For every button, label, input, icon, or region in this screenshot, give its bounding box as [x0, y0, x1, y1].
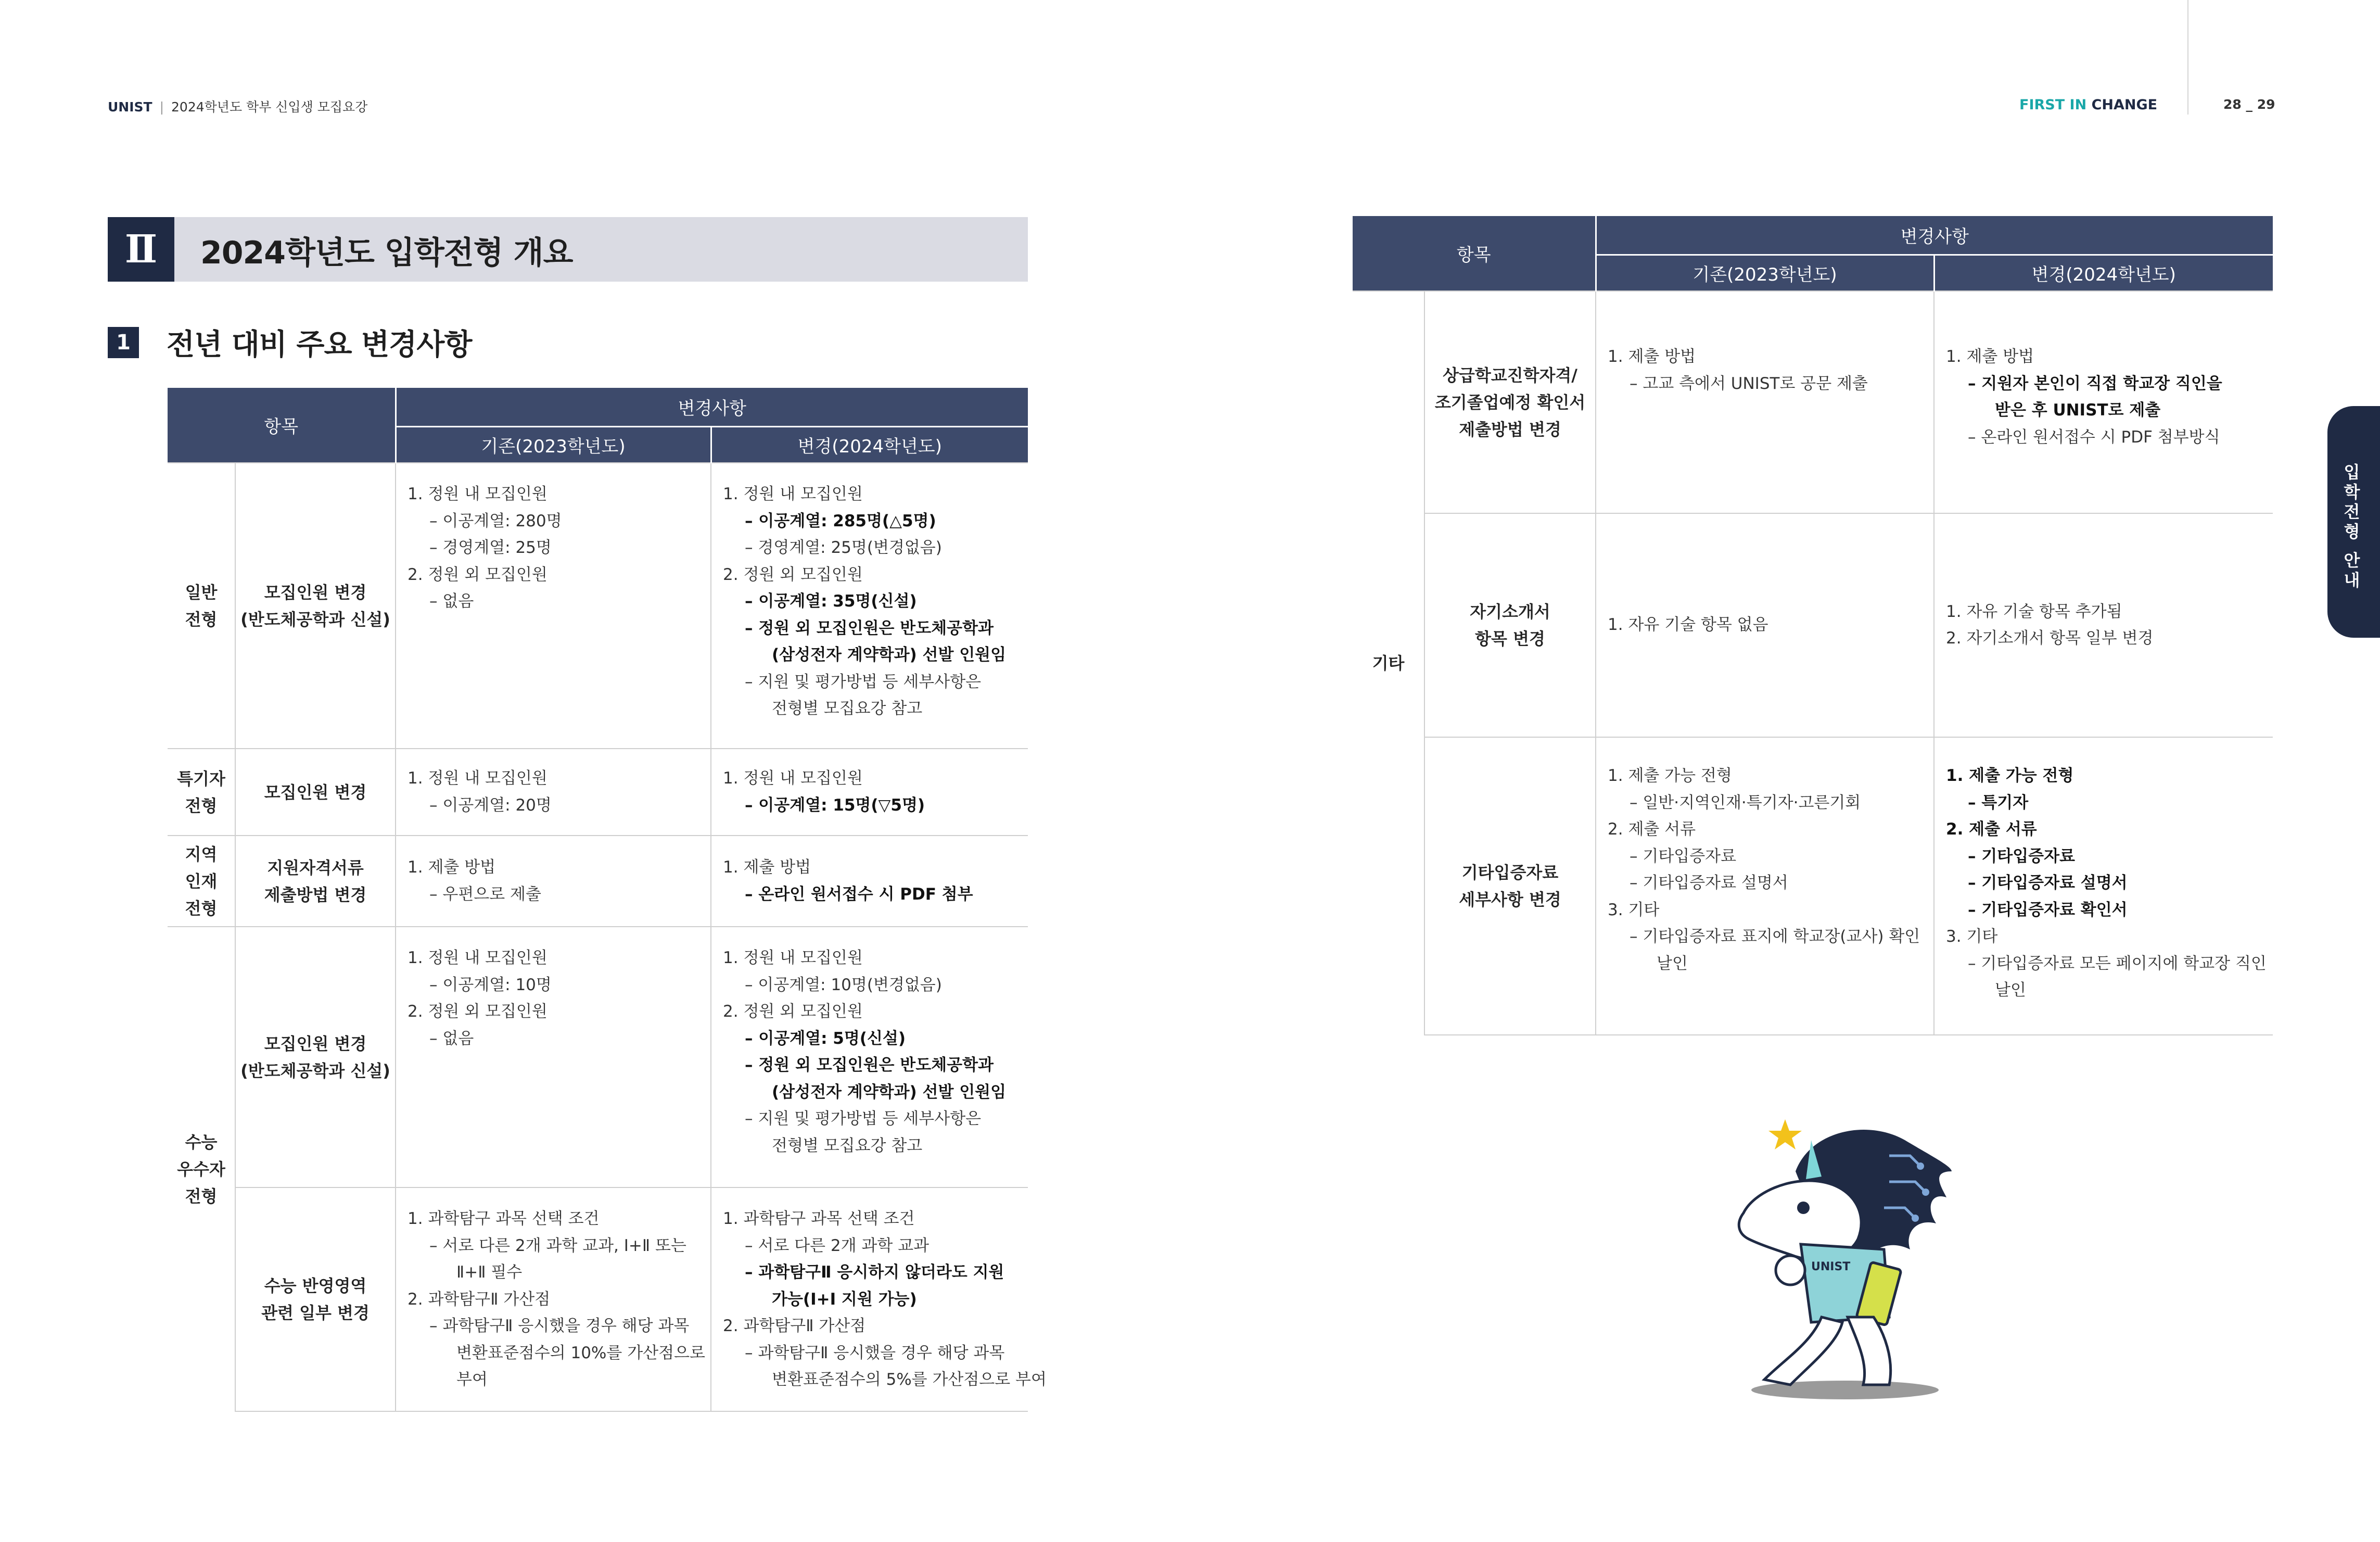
cell-line: – 온라인 원서접수 시 PDF 첨부: [745, 884, 973, 904]
cell-line: – 일반·지역인재·특기자·고른기회: [1630, 793, 1861, 812]
mascot-fist: [1776, 1256, 1805, 1285]
subsection-number: 1: [108, 327, 139, 358]
prev-cell: [1596, 737, 1934, 1035]
cell-line: – 이공계열: 280명: [429, 511, 562, 530]
cell-line: 1. 정원 내 모집인원: [723, 485, 863, 503]
category-cell: 특기자 전형: [168, 749, 235, 836]
cell-line: (삼성전자 계약학과) 선발 인원임: [772, 646, 1007, 664]
item-cell: 모집인원 변경 (반도체공학과 신설): [235, 463, 396, 749]
section-numeral: Ⅱ: [108, 217, 174, 282]
prev-cell: [1596, 291, 1934, 513]
cell-line: 2. 제출 서류: [1946, 820, 2037, 839]
cell-line: 2. 정원 외 모집인원: [408, 1002, 548, 1021]
cell-line: – 과학탐구Ⅱ 응시하지 않더라도 지원: [745, 1263, 1004, 1282]
page-numbers: 28 _ 29: [2223, 97, 2275, 112]
header-item: 항목: [168, 388, 396, 463]
cell-line: 3. 기타: [1946, 927, 1998, 946]
cell-line: – 서로 다른 2개 과학 교과, Ⅰ+Ⅱ 또는: [429, 1236, 686, 1255]
cell-line: 전형별 모집요강 참고: [772, 699, 923, 718]
next-cell: [1934, 737, 2273, 1035]
cell-line: – 정원 외 모집인원은 반도체공학과: [745, 1056, 994, 1075]
unicorn-mascot-illustration: [1733, 1109, 1962, 1406]
cell-line: 전형별 모집요강 참고: [772, 1136, 923, 1155]
cell-line: – 지원자 본인이 직접 학교장 직인을: [1968, 374, 2222, 393]
cell-line: 2. 정원 외 모집인원: [723, 1002, 863, 1021]
cell-line: – 이공계열: 285명(△5명): [745, 511, 936, 530]
cell-line: 2. 정원 외 모집인원: [723, 565, 863, 584]
table-row: [168, 836, 1028, 927]
header-item: 항목: [1353, 216, 1596, 291]
cell-line: 1. 제출 가능 전형: [1608, 766, 1732, 785]
mascot-leg-front: [1848, 1317, 1891, 1385]
next-cell: [1934, 291, 2273, 513]
table-row: [1353, 291, 2273, 513]
item-cell: 모집인원 변경: [235, 749, 396, 836]
cell-line: 변환표준점수의 10%를 가산점으로: [456, 1343, 705, 1362]
cell-line: 1. 제출 가능 전형: [1946, 766, 2074, 785]
prev-cell: [396, 463, 711, 749]
cell-line: – 과학탐구Ⅱ 응시했을 경우 해당 과목: [429, 1317, 690, 1335]
cell-line: – 경영계열: 25명: [429, 538, 552, 557]
header-prev: 기존(2023학년도): [1596, 255, 1934, 291]
cell-line: – 기타입증자료 설명서: [1630, 874, 1788, 892]
table-row: [168, 463, 1028, 749]
cell-line: 1. 자유 기술 항목 없음: [1608, 615, 1768, 635]
item-cell: 기타입증자료 세부사항 변경: [1424, 737, 1596, 1035]
next-cell: [711, 1187, 1047, 1411]
cell-line: – 경영계열: 25명(변경없음): [745, 538, 942, 557]
cell-line: – 기타입증자료 모든 페이지에 학교장 직인: [1968, 954, 2267, 973]
cell-line: 1. 제출 방법: [408, 858, 496, 877]
prev-cell: [396, 927, 711, 1187]
cell-line: – 지원 및 평가방법 등 세부사항은: [745, 1109, 982, 1128]
cell-line: 1. 과학탐구 과목 선택 조건: [723, 1209, 915, 1228]
next-cell: [711, 749, 1028, 836]
item-cell: 상급학교진학자격/ 조기졸업예정 확인서 제출방법 변경: [1424, 291, 1596, 513]
mascot-shirt-text: UNIST: [1811, 1260, 1851, 1273]
category-cell: 기타: [1353, 291, 1424, 1035]
cell-line: – 지원 및 평가방법 등 세부사항은: [745, 672, 982, 691]
side-tab-label: 입학전형 안내: [2341, 463, 2361, 591]
cell-line: 3. 기타: [1608, 900, 1660, 919]
next-cell: [1934, 513, 2273, 737]
cell-line: – 이공계열: 20명: [429, 795, 552, 815]
prev-cell: [1596, 513, 1934, 737]
star-icon: [1768, 1119, 1802, 1149]
cell-line: 1. 정원 내 모집인원: [723, 949, 863, 967]
next-cell: [711, 463, 1028, 749]
cell-line: – 특기자: [1968, 793, 2029, 812]
cell-line: (삼성전자 계약학과) 선발 인원임: [772, 1082, 1007, 1102]
table-row: [1353, 513, 2273, 737]
cell-line: 2. 정원 외 모집인원: [408, 565, 548, 584]
slogan-change: CHANGE: [2091, 97, 2158, 113]
cell-line: – 기타입증자료: [1630, 846, 1737, 866]
category-cell: 지역 인재 전형: [168, 836, 235, 927]
changes-table-left: [168, 388, 1047, 1412]
cell-line: 1. 제출 방법: [1946, 347, 2034, 366]
cell-line: – 없음: [429, 1029, 474, 1048]
cell-line: – 서로 다른 2개 과학 교과: [745, 1236, 930, 1255]
cell-line: 1. 과학탐구 과목 선택 조건: [408, 1209, 600, 1228]
cell-line: – 이공계열: 35명(신설): [745, 592, 917, 611]
cell-line: – 과학탐구Ⅱ 응시했을 경우 해당 과목: [745, 1343, 1005, 1362]
cell-line: 1. 정원 내 모집인원: [408, 485, 548, 503]
item-cell: 지원자격서류 제출방법 변경: [235, 836, 396, 927]
subsection-title: 전년 대비 주요 변경사항: [167, 328, 472, 362]
prev-cell: [396, 836, 711, 927]
table-row: [1353, 737, 2273, 1035]
changes-table-right: [1353, 216, 2273, 1035]
cell-line: 1. 제출 방법: [1608, 347, 1696, 366]
cell-line: 날인: [1995, 981, 2026, 1000]
cell-line: – 기타입증자료 설명서: [1968, 874, 2128, 892]
cell-line: 1. 제출 방법: [723, 858, 811, 877]
brand-logo-text: UNIST: [108, 99, 152, 115]
category-cell: 수능 우수자 전형: [168, 927, 235, 1411]
running-header: UNIST | 2024학년도 학부 신입생 모집요강: [108, 99, 368, 115]
table-row: [168, 1187, 1028, 1411]
document-title: 2024학년도 학부 신입생 모집요강: [171, 99, 368, 115]
cell-line: – 기타입증자료: [1968, 846, 2075, 866]
cell-line: – 정원 외 모집인원은 반도체공학과: [745, 618, 994, 638]
cell-line: – 고교 측에서 UNIST로 공문 제출: [1630, 374, 1868, 393]
cell-line: 2. 제출 서류: [1608, 820, 1696, 839]
cell-line: 1. 정원 내 모집인원: [408, 769, 548, 788]
next-cell: [711, 836, 1028, 927]
cell-line: – 기타입증자료 표지에 학교장(교사) 확인: [1630, 927, 1920, 946]
item-cell: 모집인원 변경 (반도체공학과 신설): [235, 927, 396, 1187]
cell-line: 1. 정원 내 모집인원: [408, 949, 548, 967]
cell-line: – 이공계열: 10명: [429, 975, 552, 994]
cell-line: – 이공계열: 15명(▽5명): [745, 795, 925, 815]
slogan-first: FIRST IN: [2019, 97, 2087, 113]
cell-line: – 우편으로 제출: [429, 884, 541, 904]
mascot-eye: [1797, 1202, 1810, 1214]
mascot-leg-back: [1764, 1317, 1842, 1385]
cell-line: 2. 과학탐구Ⅱ 가산점: [723, 1317, 866, 1335]
cell-line: 2. 과학탐구Ⅱ 가산점: [408, 1290, 551, 1309]
category-cell: 일반 전형: [168, 463, 235, 749]
cell-line: 받은 후 UNIST로 제출: [1995, 401, 2161, 420]
item-cell: 자기소개서 항목 변경: [1424, 513, 1596, 737]
cell-line: – 이공계열: 5명(신설): [745, 1029, 906, 1048]
cell-line: Ⅱ+Ⅱ 필수: [456, 1263, 523, 1282]
header-changes: 변경사항: [1596, 216, 2273, 255]
section-title: 2024학년도 입학전형 개요: [200, 235, 573, 271]
cell-line: – 이공계열: 10명(변경없음): [745, 975, 942, 994]
header-prev: 기존(2023학년도): [396, 426, 711, 463]
next-cell: [711, 927, 1028, 1187]
header-divider: [2187, 0, 2188, 115]
cell-line: 가능(Ⅰ+Ⅰ 지원 가능): [772, 1290, 917, 1309]
header-changes: 변경사항: [396, 388, 1028, 426]
cell-line: – 없음: [429, 592, 474, 611]
prev-cell: [396, 749, 711, 836]
header-next: 변경(2024학년도): [711, 426, 1028, 463]
cell-line: 날인: [1657, 954, 1688, 973]
table-row: [168, 749, 1028, 836]
prev-cell: [396, 1187, 711, 1411]
table-row: [168, 927, 1028, 1187]
cell-line: 2. 자기소개서 항목 일부 변경: [1946, 629, 2154, 648]
cell-line: 부여: [456, 1370, 488, 1389]
cell-line: – 온라인 원서접수 시 PDF 첨부방식: [1968, 427, 2220, 447]
cell-line: 1. 정원 내 모집인원: [723, 769, 863, 788]
header-next: 변경(2024학년도): [1934, 255, 2273, 291]
cell-line: – 기타입증자료 확인서: [1968, 900, 2128, 919]
cell-line: 변환표준점수의 5%를 가산점으로 부여: [772, 1370, 1047, 1389]
item-cell: 수능 반영영역 관련 일부 변경: [235, 1187, 396, 1411]
slogan: [2019, 97, 2157, 113]
cell-line: 1. 자유 기술 항목 추가됨: [1946, 602, 2122, 621]
